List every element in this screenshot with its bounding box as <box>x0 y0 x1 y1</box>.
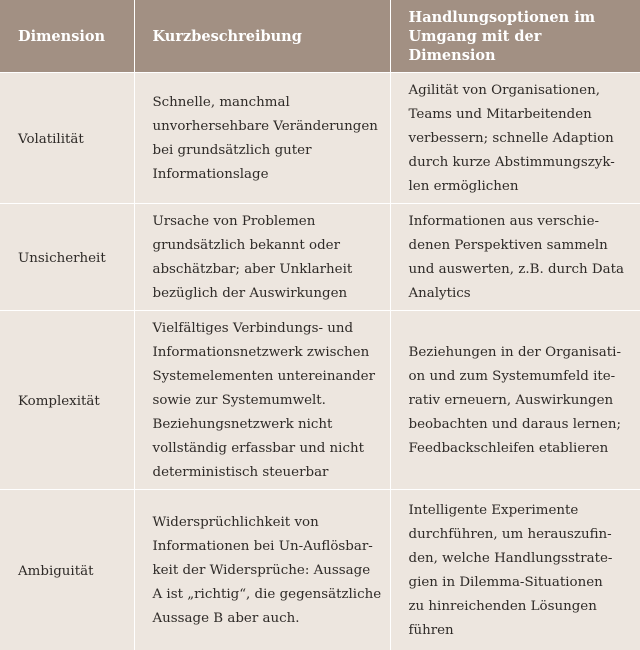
header-dimension <box>0 0 134 73</box>
description-line: grundsätzlich bekannt oder <box>153 234 382 258</box>
options-line: Intelligente Experimente <box>409 499 633 523</box>
options-line: Beziehungen in der Organisati- <box>409 341 633 365</box>
dimension-cell <box>0 73 134 204</box>
dimension-name: Unsicherheit <box>18 251 106 266</box>
options-line: Feedbackschleifen etablieren <box>409 437 633 461</box>
dimension-name: Ambiguität <box>18 564 93 579</box>
options-line: führen <box>409 619 633 643</box>
header-description-label: Kurzbeschreibung <box>153 28 302 45</box>
description-line: deterministisch steuerbar <box>153 461 382 485</box>
options-line: Agilität von Organisationen, <box>409 79 633 103</box>
options-cell <box>390 204 640 311</box>
options-line: zu hinreichenden Lösungen <box>409 595 633 619</box>
options-line: verbessern; schnelle Adaption <box>409 127 633 151</box>
table-row-ambiguity <box>0 490 640 650</box>
description-line: Informationen bei Un-Auflösbar- <box>153 535 382 559</box>
options-line: Teams und Mitarbeitenden <box>409 103 633 127</box>
options-line: durch kurze Abstimmungszyk- <box>409 151 633 175</box>
options-line: Analytics <box>409 282 633 306</box>
header-row <box>0 0 640 73</box>
description-line: Informationslage <box>153 163 382 187</box>
options-line: denen Perspektiven sammeln <box>409 234 633 258</box>
description-line: unvorhersehbare Veränderungen <box>153 115 382 139</box>
header-options <box>390 0 640 73</box>
header-options-label-line-2: Umgang mit der Dimension <box>409 27 633 65</box>
options-line: on und zum Systemumfeld ite- <box>409 365 633 389</box>
description-line: Aussage B aber auch. <box>153 607 382 631</box>
description-cell <box>134 73 390 204</box>
options-line: len ermöglichen <box>409 175 633 199</box>
description-line: A ist „richtig“, die gegensätzliche <box>153 583 382 607</box>
options-cell <box>390 490 640 650</box>
header-description <box>134 0 390 73</box>
dimension-name: Volatilität <box>18 132 84 147</box>
description-line: Schnelle, manchmal <box>153 91 382 115</box>
description-line: sowie zur Systemumwelt. <box>153 389 382 413</box>
description-line: Ursache von Problemen <box>153 210 382 234</box>
description-line: vollständig erfassbar und nicht <box>153 437 382 461</box>
options-line: Informationen aus verschie- <box>409 210 633 234</box>
description-line: abschätzbar; aber Unklarheit <box>153 258 382 282</box>
description-line: bezüglich der Auswirkungen <box>153 282 382 306</box>
dimension-name: Komplexität <box>18 394 100 409</box>
table-row-complexity <box>0 311 640 490</box>
dimension-cell <box>0 311 134 490</box>
options-line: durchführen, um herauszufin- <box>409 523 633 547</box>
options-line: rativ erneuern, Auswirkungen <box>409 389 633 413</box>
dimension-cell <box>0 204 134 311</box>
description-line: bei grundsätzlich guter <box>153 139 382 163</box>
description-cell <box>134 204 390 311</box>
description-line: Systemelementen untereinander <box>153 365 382 389</box>
description-cell <box>134 311 390 490</box>
description-line: Informationsnetzwerk zwischen <box>153 341 382 365</box>
options-cell <box>390 311 640 490</box>
options-line: und auswerten, z.B. durch Data <box>409 258 633 282</box>
header-options-label-line-1: Handlungsoptionen im <box>409 8 633 27</box>
options-line: beobachten und daraus lernen; <box>409 413 633 437</box>
options-cell <box>390 73 640 204</box>
description-line: keit der Widersprüche: Aussage <box>153 559 382 583</box>
description-line: Vielfältiges Verbindungs- und <box>153 317 382 341</box>
description-cell <box>134 490 390 650</box>
options-line: den, welche Handlungsstrate- <box>409 547 633 571</box>
options-line: gien in Dilemma-Situationen <box>409 571 633 595</box>
dimension-cell <box>0 490 134 650</box>
header-dimension-label: Dimension <box>18 28 105 45</box>
description-line: Widersprüchlichkeit von <box>153 511 382 535</box>
table-row-uncertainty <box>0 204 640 311</box>
table-row-volatility <box>0 73 640 204</box>
description-line: Beziehungsnetzwerk nicht <box>153 413 382 437</box>
